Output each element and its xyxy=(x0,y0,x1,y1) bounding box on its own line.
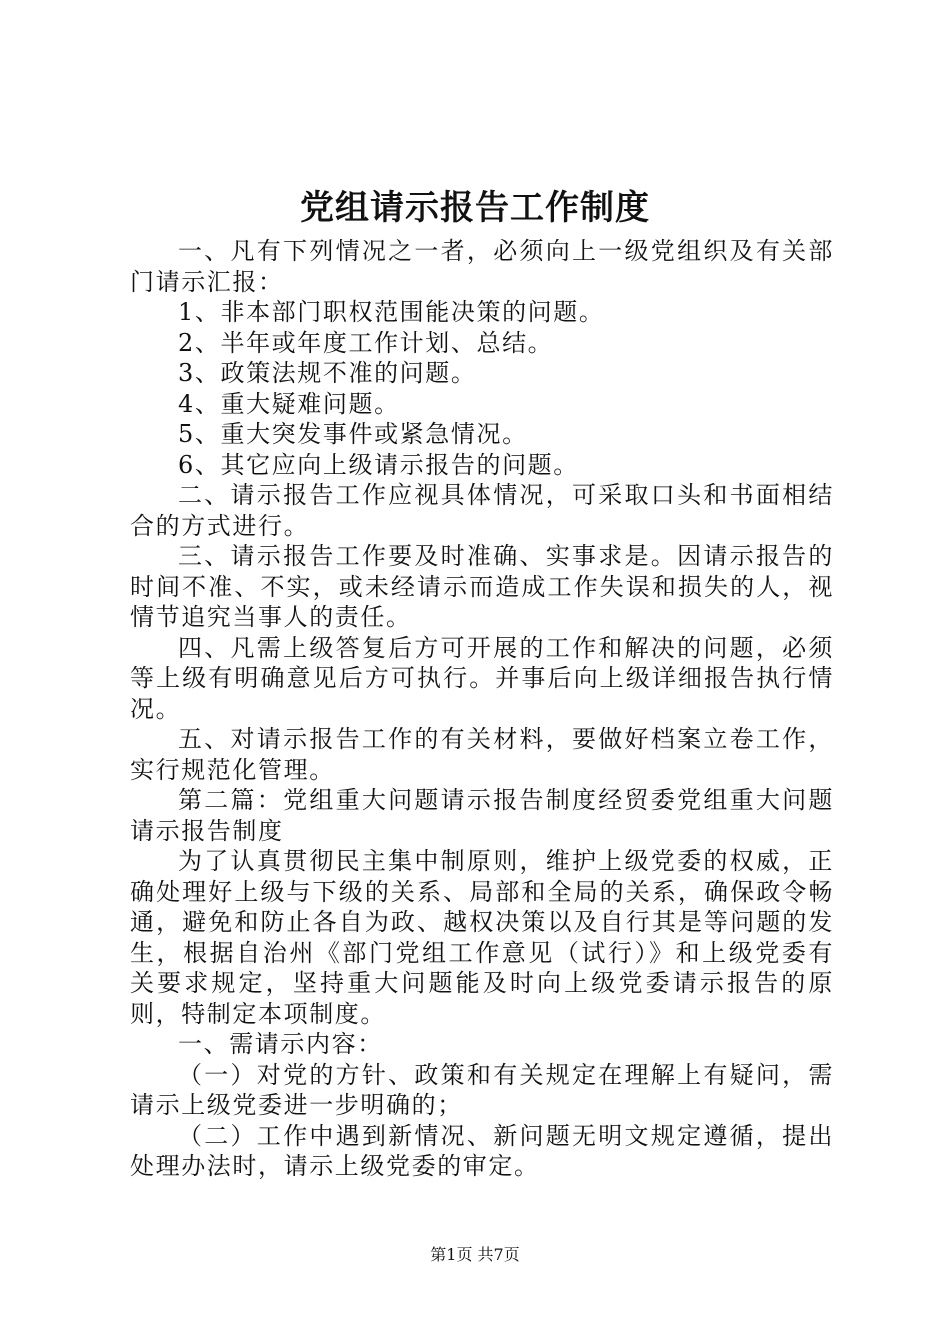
paragraph: 第二篇：党组重大问题请示报告制度经贸委党组重大问题请示报告制度 xyxy=(130,786,834,845)
paragraph: 3、政策法规不准的问题。 xyxy=(178,359,477,387)
paragraph: 四、凡需上级答复后方可开展的工作和解决的问题，必须等上级有明确意见后方可执行。并事后向上级详细报告执行情况。 xyxy=(130,633,834,723)
paragraph: 6、其它应向上级请示报告的问题。 xyxy=(178,450,579,479)
paragraph: 1、非本部门职权范围能决策的问题。 xyxy=(178,298,605,326)
paragraph: 2、半年或年度工作计划、总结。 xyxy=(178,328,554,357)
paragraph: 5、重大突发事件或紧急情况。 xyxy=(178,420,528,448)
paragraph: 五、对请示报告工作的有关材料，要做好档案立卷工作，实行规范化管理。 xyxy=(130,725,834,784)
paragraph: 为了认真贯彻民主集中制原则，维护上级党委的权威，正确处理好上级与下级的关系、局部和全局的关系，确保政令畅通，避免和防止各自为政、越权决策以及自行其是等问题的发生，根据自治州《部门党组工作意见（试行）》和上级党委有关要求规定，坚持重大问题能及时向上级党委请示报告的原则，特制定本项制度。 xyxy=(130,847,834,1028)
document-title: 党组请示报告工作制度 xyxy=(300,188,650,228)
page-footer: 第1页 共7页 xyxy=(430,1245,520,1264)
paragraph: 4、重大疑难问题。 xyxy=(178,389,400,418)
paragraph: 一、凡有下列情况之一者，必须向上一级党组织及有关部门请示汇报： xyxy=(130,237,834,296)
paragraph: 三、请示报告工作要及时准确、实事求是。因请示报告的时间不准、不实，或未经请示而造成工作失误和损失的人，视情节追究当事人的责任。 xyxy=(130,542,834,631)
paragraph: 一、需请示内容： xyxy=(178,1030,383,1058)
document-body xyxy=(130,236,834,1182)
paragraph: （一）对党的方针、政策和有关规定在理解上有疑问，需请示上级党委进一步明确的； xyxy=(130,1060,834,1119)
paragraph: （二）工作中遇到新情况、新问题无明文规定遵循，提出处理办法时，请示上级党委的审定。 xyxy=(130,1121,834,1180)
paragraph: 二、请示报告工作应视具体情况，可采取口头和书面相结合的方式进行。 xyxy=(130,481,834,540)
